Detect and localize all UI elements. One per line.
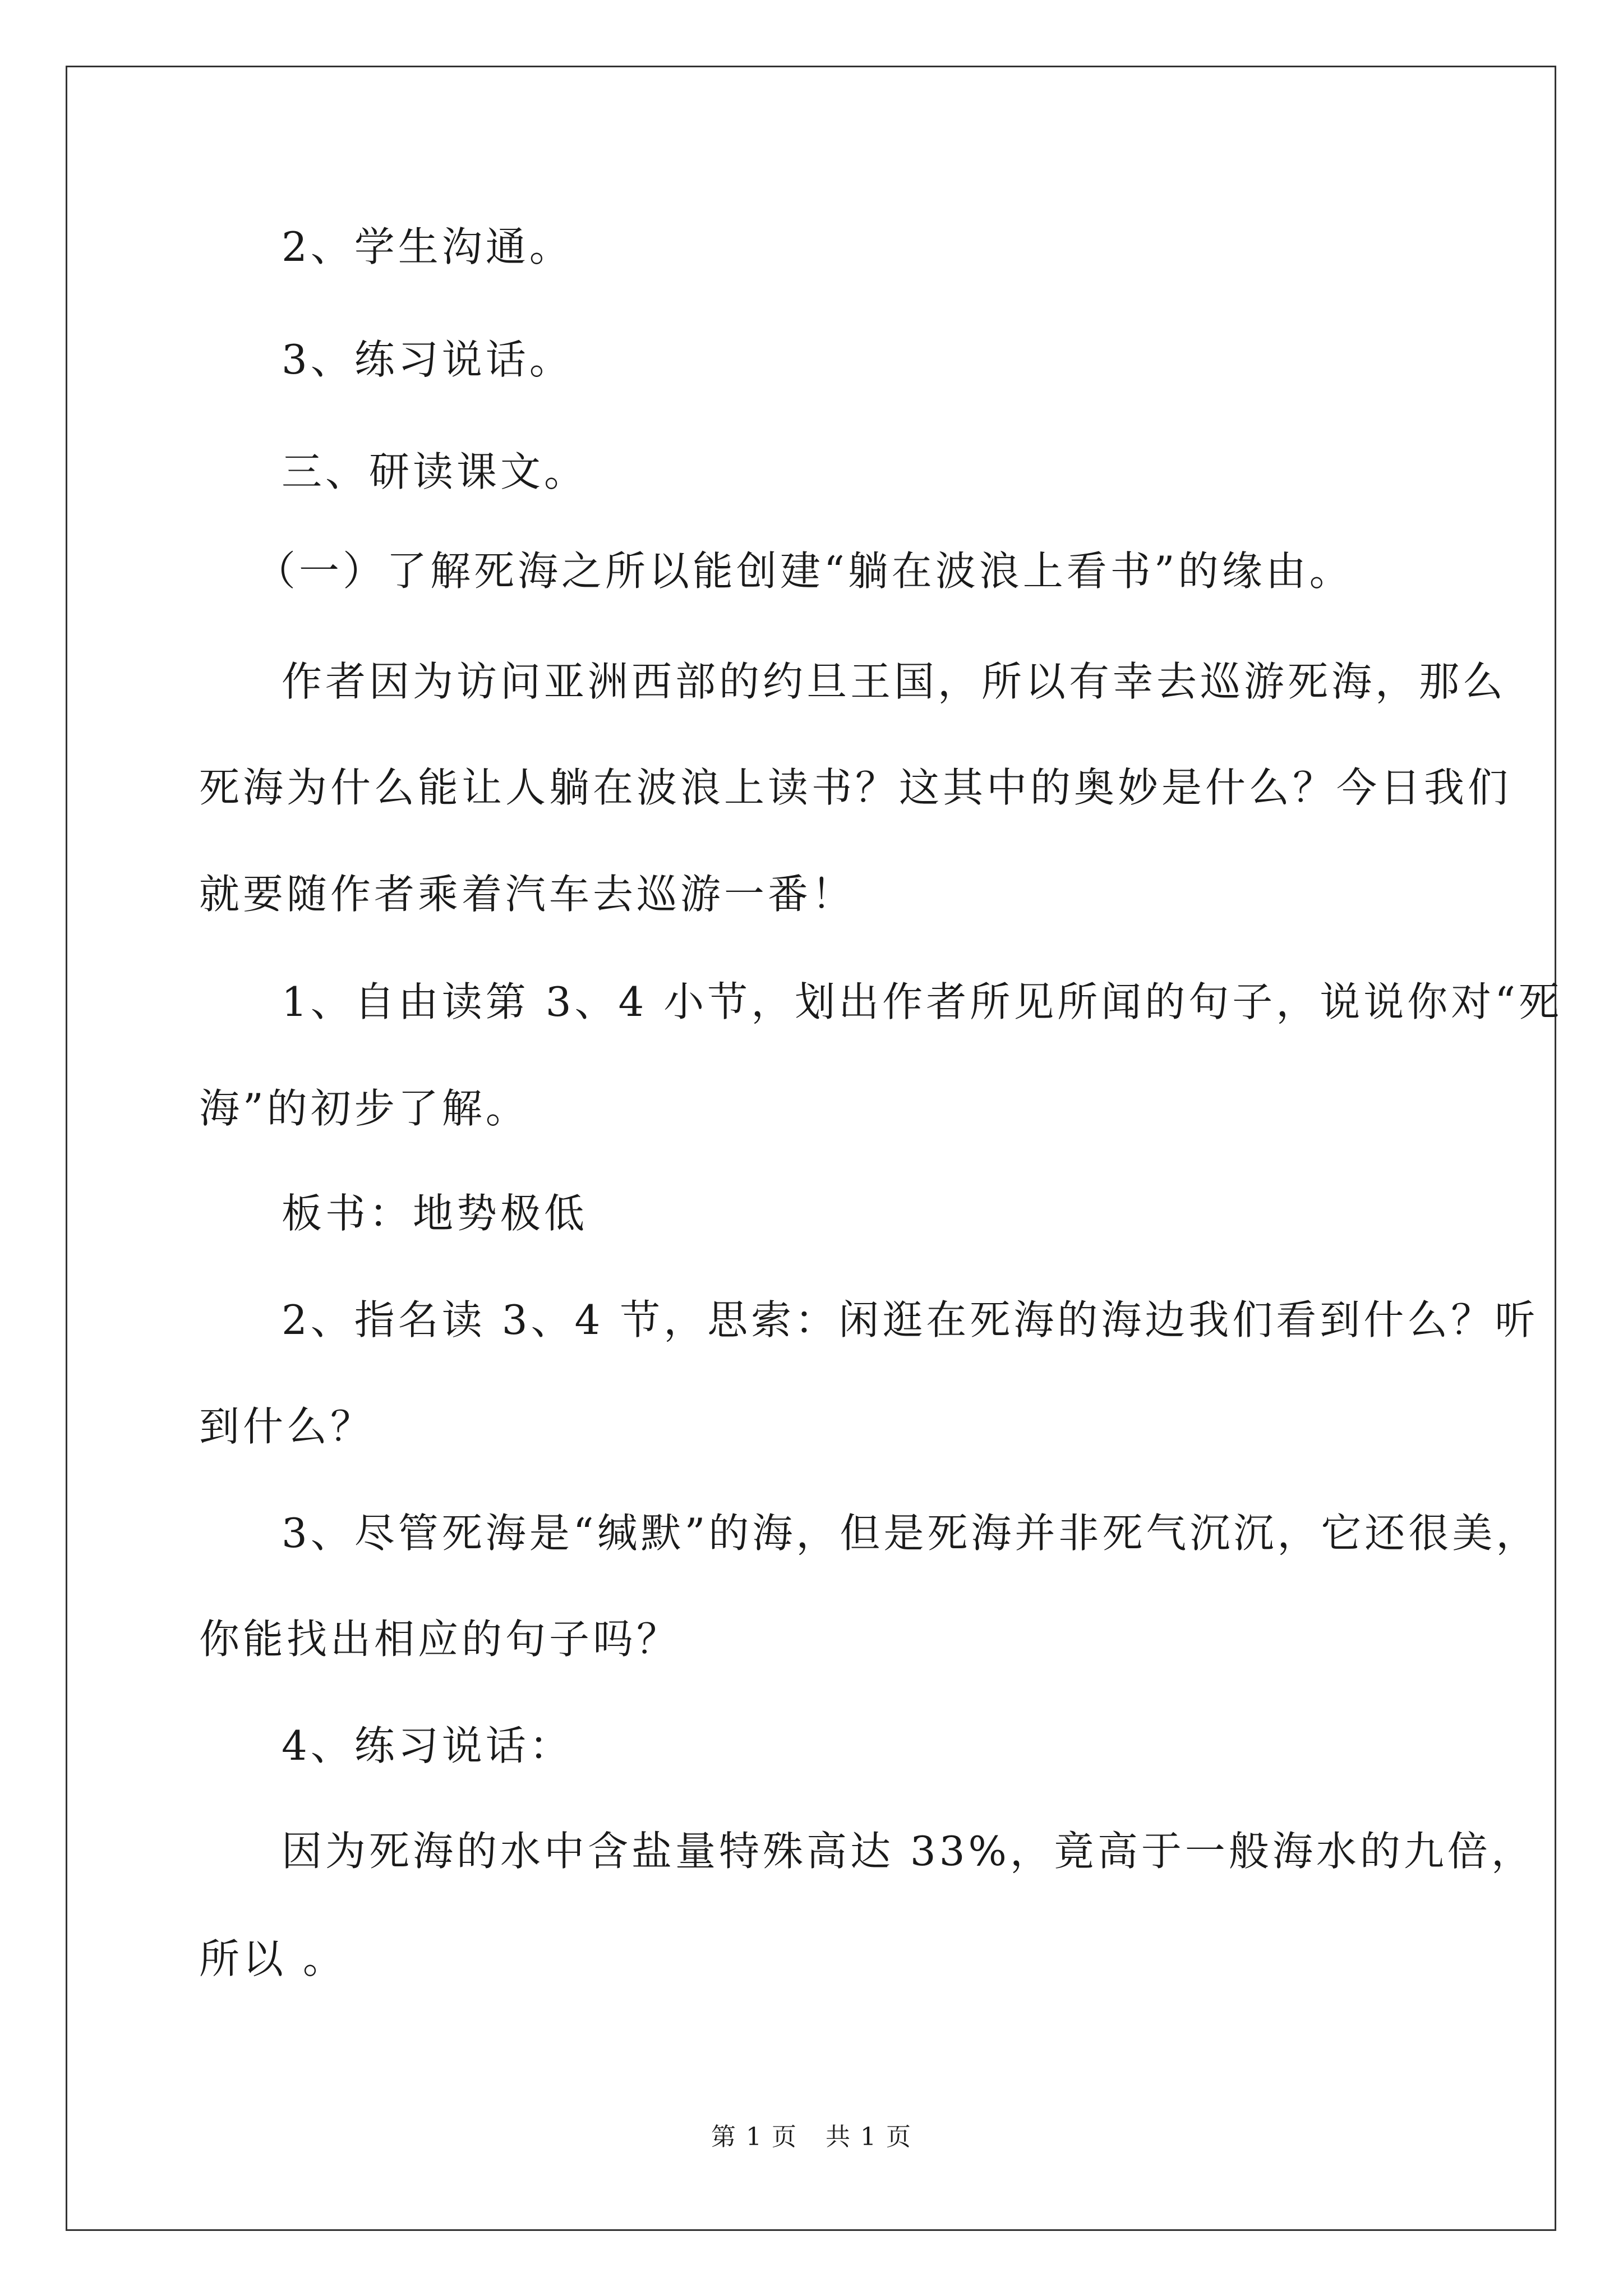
page-footer: [0, 2120, 1623, 2154]
text-line-17: 所以 。: [199, 1935, 347, 1982]
text-line-10: 板书：地势极低: [282, 1190, 588, 1237]
text-line-3: 三、研读课文。: [282, 448, 588, 495]
text-line-13: 3、尽管死海是“缄默”的海，但是死海并非死气沉沉，它还很美，: [282, 1510, 1540, 1557]
text-line-9: 海”的初步了解。: [199, 1085, 529, 1132]
text-line-11: 2、指名读 3、4 节，思索：闲逛在死海的海边我们看到什么？听: [282, 1296, 1539, 1343]
section-heading: （一）了解死海之所以能创建“躺在波浪上看书”的缘由。: [255, 547, 1353, 595]
text-line-1: 2、学生沟通。: [282, 223, 573, 270]
text-line-12: 到什么？: [199, 1403, 375, 1450]
text-line-6: 死海为什么能让人躺在波浪上读书？这其中的奥妙是什么？今日我们: [199, 764, 1512, 811]
text-line-15: 4、练习说话：: [282, 1722, 573, 1769]
page-total: 共 1 页: [826, 2123, 912, 2151]
page-number: 第 1 页: [711, 2123, 797, 2151]
page-border: [66, 66, 1556, 2231]
text-line-7: 就要随作者乘着汽车去巡游一番！: [199, 871, 856, 918]
text-line-16: 因为死海的水中含盐量特殊高达 33%，竟高于一般海水的九倍，: [282, 1828, 1535, 1875]
text-line-2: 3、练习说话。: [282, 336, 573, 383]
text-line-8: 1、自由读第 3、4 小节，划出作者所见所闻的句子，说说你对“死: [282, 978, 1563, 1025]
text-line-14: 你能找出相应的句子吗？: [199, 1616, 681, 1663]
text-line-5: 作者因为访问亚洲西部的约旦王国，所以有幸去巡游死海，那么: [282, 658, 1507, 705]
